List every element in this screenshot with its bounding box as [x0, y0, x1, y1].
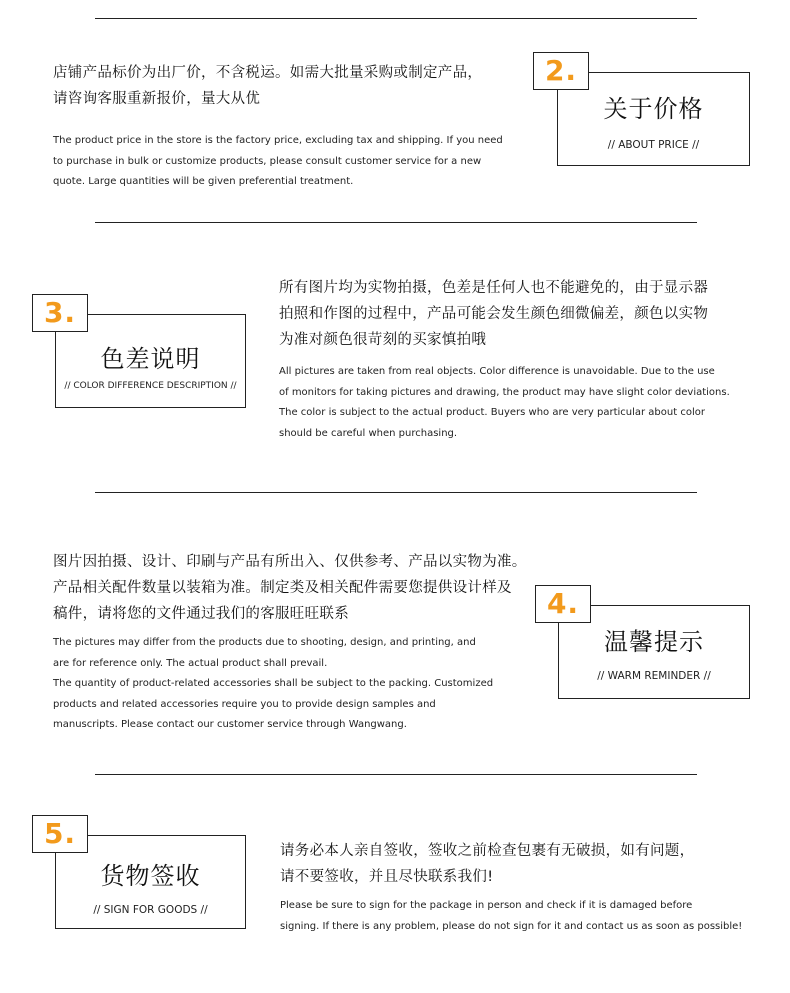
section-number-badge: 2.: [533, 52, 589, 90]
sign-chinese-text: [280, 838, 694, 890]
text-line: are for reference only. The actual product shall prevail.: [53, 657, 328, 669]
section-subtitle: // SIGN FOR GOODS //: [93, 904, 208, 916]
text-line: signing. If there is any problem, please do not sign for it and contact us as soon as possible!: [280, 920, 743, 932]
text-line: of monitors for taking pictures and drawing, the product may have slight color deviations.: [279, 386, 730, 398]
text-line: 图片因拍摄、设计、印刷与产品有所出入、仅供参考、产品以实物为准。: [53, 554, 527, 570]
sign-english-text: [280, 896, 742, 937]
section-title: 货物签收: [100, 862, 201, 890]
section-number-badge: 5.: [32, 815, 88, 853]
section-divider: [95, 222, 697, 223]
text-line: should be careful when purchasing.: [279, 427, 458, 439]
color-chinese-text: [279, 275, 708, 353]
text-line: The pictures may differ from the products due to shooting, design, and printing, and: [53, 637, 476, 648]
text-line: 所有图片均为实物拍摄，色差是任何人也不能避免的，由于显示器: [279, 280, 709, 296]
text-line: The quantity of product-related accessories shall be subject to the packing. Customized: [53, 678, 494, 689]
text-line: 产品相关配件数量以装箱为准。制定类及相关配件需要您提供设计样及: [53, 580, 512, 596]
section-number-badge: 3.: [32, 294, 88, 332]
section-title: 关于价格: [603, 95, 704, 123]
reminder-english-text: [53, 633, 493, 736]
text-line: 为准对颜色很苛刻的买家慎拍哦: [279, 332, 487, 348]
text-line: manuscripts. Please contact our customer service through Wangwang.: [53, 719, 407, 730]
section-number-badge: 4.: [535, 585, 591, 623]
text-line: 请务必本人亲自签收，签收之前检查包裹有无破损，如有问题，: [280, 843, 695, 859]
text-line: 拍照和作图的过程中，产品可能会发生颜色细微偏差，颜色以实物: [279, 306, 709, 322]
text-line: 请咨询客服重新报价，量大从优: [53, 91, 261, 107]
price-english-text: [53, 131, 503, 193]
text-line: 店铺产品标价为出厂价，不含税运。如需大批量采购或制定产品，: [53, 65, 483, 81]
text-line: All pictures are taken from real objects. Color difference is unavoidable. Due to the use: [279, 366, 715, 377]
section-title: 色差说明: [100, 345, 201, 373]
text-line: quote. Large quantities will be given preferential treatment.: [53, 176, 354, 187]
text-line: products and related accessories require you to provide design samples and: [53, 698, 436, 710]
text-line: The color is subject to the actual product. Buyers who are very particular about color: [279, 407, 705, 418]
text-line: to purchase in bulk or customize products, please consult customer service for a new: [53, 155, 482, 167]
section-divider: [95, 774, 697, 775]
section-subtitle: // ABOUT PRICE //: [607, 139, 700, 151]
section-subtitle: // WARM REMINDER //: [597, 670, 711, 682]
section-divider: [95, 18, 697, 19]
section-title: 温馨提示: [604, 628, 704, 656]
text-line: Please be sure to sign for the package in person and check if it is damaged before: [280, 900, 693, 911]
section-divider: [95, 492, 697, 493]
price-chinese-text: [53, 60, 482, 112]
section-subtitle: // COLOR DIFFERENCE DESCRIPTION //: [64, 381, 237, 391]
text-line: 稿件，请将您的文件通过我们的客服旺旺联系: [53, 606, 349, 622]
text-line: 请不要签收，并且尽快联系我们!: [280, 869, 494, 885]
text-line: The product price in the store is the factory price, excluding tax and shipping. If you need: [53, 135, 503, 146]
reminder-chinese-text: [53, 549, 527, 627]
color-english-text: [279, 362, 730, 444]
